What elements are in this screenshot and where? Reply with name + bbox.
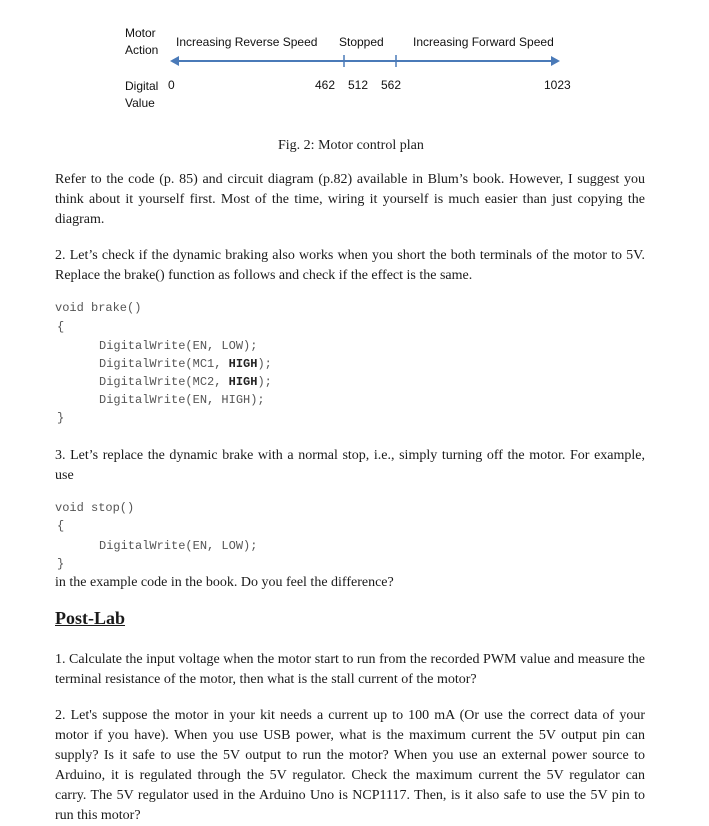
postlab-question-1: 1. Calculate the input voltage when the motor start to run from the recorded PWM value and measure the terminal resistance of the motor, then what is the stall current of the motor? bbox=[55, 652, 645, 687]
paragraph-q2: 2. Let’s check if the dynamic braking also works when you short the both terminals of the motor to 5V. Replace the brake() function as follows and check if the effect is the same. bbox=[55, 248, 645, 283]
code-open-brace: { bbox=[57, 320, 65, 334]
paragraph-q3: 3. Let’s replace the dynamic brake with a normal stop, i.e., simply turning off the motor. For example, use bbox=[55, 448, 645, 483]
code-line: DigitalWrite(MC2, HIGH); bbox=[99, 375, 272, 389]
region-forward-label: Increasing Forward Speed bbox=[413, 35, 554, 49]
region-stopped-label: Stopped bbox=[339, 35, 384, 49]
code-close-brace: } bbox=[57, 557, 65, 571]
tick-label-512: 512 bbox=[348, 78, 369, 92]
tick-label-462: 462 bbox=[315, 78, 336, 92]
tick-label-0: 0 bbox=[168, 78, 175, 92]
digital-value-label: Digital Value bbox=[125, 79, 159, 110]
right-arrow-icon bbox=[551, 56, 560, 66]
figure-caption: Fig. 2: Motor control plan bbox=[278, 138, 424, 153]
speed-axis bbox=[170, 52, 560, 70]
code-close-brace: } bbox=[57, 411, 65, 425]
code-open-brace: { bbox=[57, 519, 65, 533]
code-line: DigitalWrite(MC1, HIGH); bbox=[99, 357, 272, 371]
postlab-heading: Post-Lab bbox=[55, 608, 126, 628]
code-line: DigitalWrite(EN, LOW); bbox=[99, 539, 258, 553]
motor-action-label: Motor Action bbox=[125, 26, 159, 57]
code-line: DigitalWrite(EN, LOW); bbox=[99, 339, 258, 353]
code-signature: void brake() bbox=[55, 301, 142, 315]
code-line: DigitalWrite(EN, HIGH); bbox=[99, 393, 265, 407]
postlab-question-2: 2. Let's suppose the motor in your kit needs a current up to 100 mA (Or use the correct data of your motor if you have). When you use USB power, what is the maximum current the 5V output pin can supply? Is it safe to use the 5V output to run the motor? When you use an external power source to Arduino, it is regulated through the 5V regulator. Check the maximum current the 5V regulator can carry. The 5V regulator used in the Arduino Uno is NCP1117. Then, is it also safe to use the 5V pin to run this motor? bbox=[55, 708, 645, 823]
paragraph-after-stop: in the example code in the book. Do you feel the difference? bbox=[55, 575, 394, 590]
paragraph-refer: Refer to the code (p. 85) and circuit diagram (p.82) available in Blum’s book. However, I suggest you think about it yourself first. Most of the time, wiring it yourself is much easier than just copying the diagram. bbox=[55, 172, 645, 227]
tick-label-562: 562 bbox=[381, 78, 402, 92]
code-signature: void stop() bbox=[55, 501, 135, 515]
left-arrow-icon bbox=[170, 56, 179, 66]
region-reverse-label: Increasing Reverse Speed bbox=[176, 35, 318, 49]
tick-label-1023: 1023 bbox=[544, 78, 571, 92]
